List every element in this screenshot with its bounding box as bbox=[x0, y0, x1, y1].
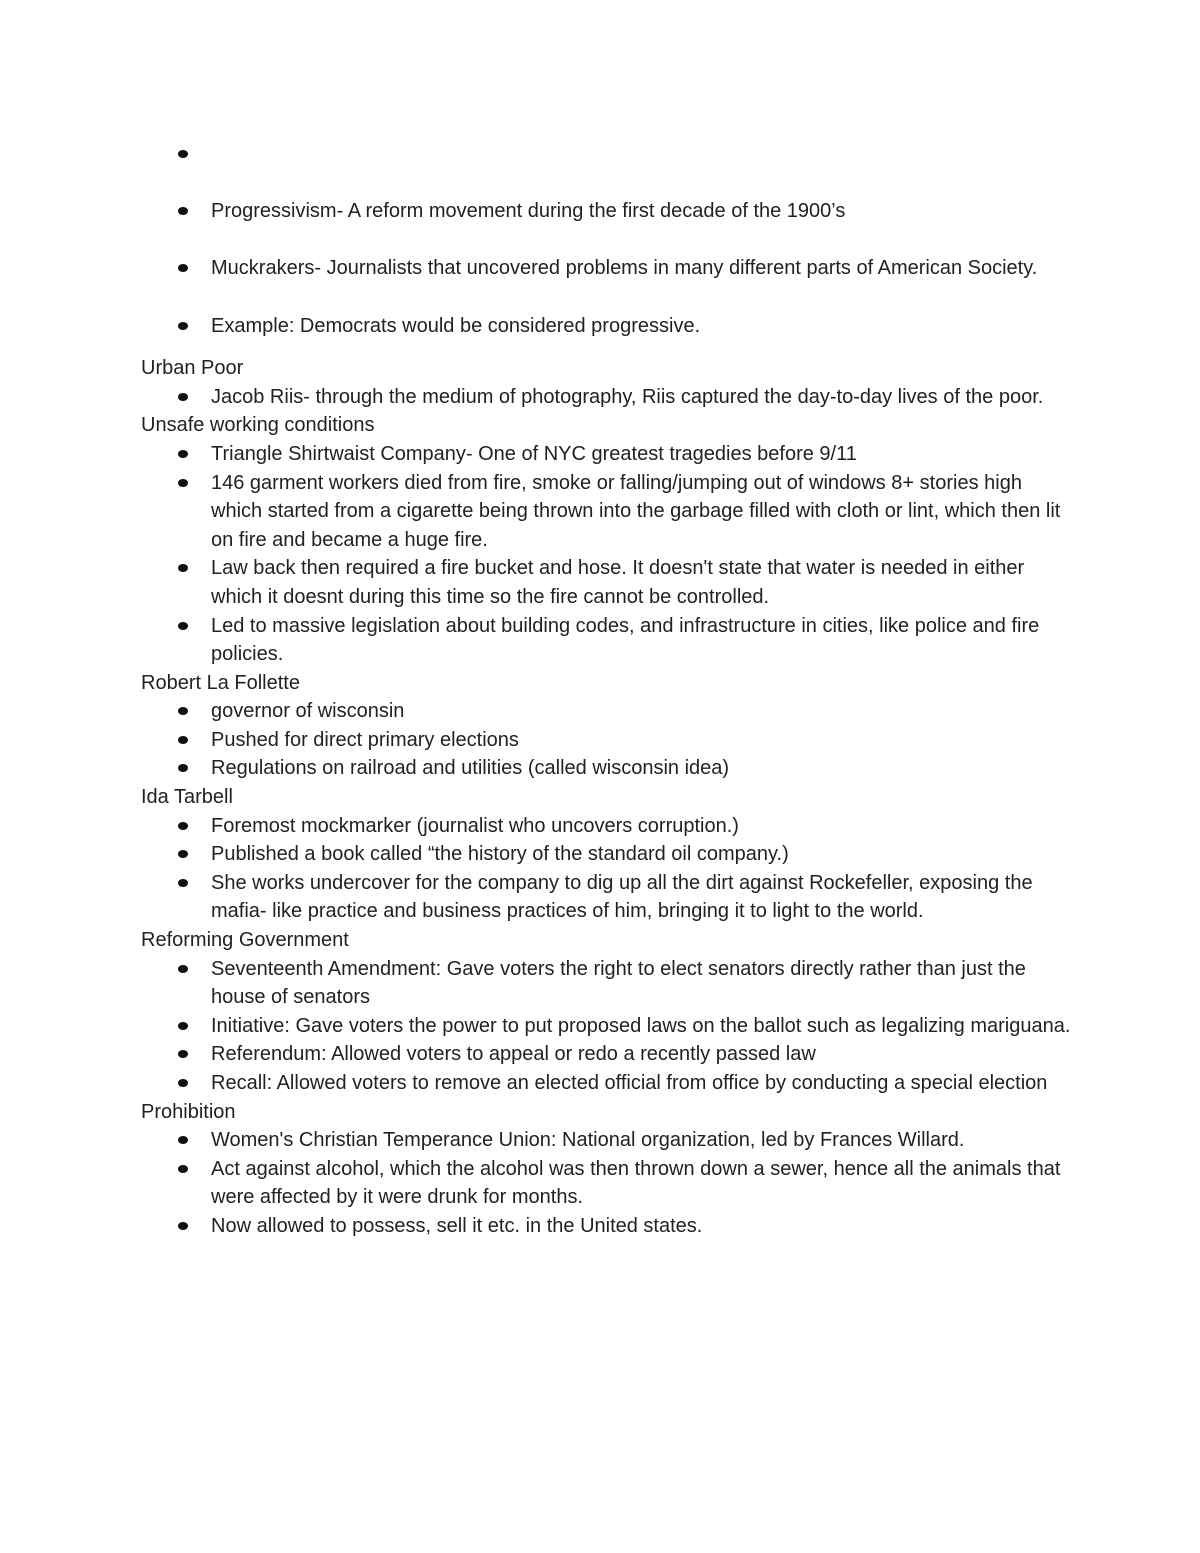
bullet-icon bbox=[178, 393, 188, 401]
section-heading: Unsafe working conditions bbox=[141, 414, 375, 437]
section-heading: Ida Tarbell bbox=[141, 786, 233, 809]
list-item: She works undercover for the company to dig up all the dirt against Rockefeller, exposing the mafia- like practice and business practices of him, bringing it to light to the world. bbox=[141, 869, 1071, 926]
list-item: Regulations on railroad and utilities (called wisconsin idea) bbox=[141, 754, 1071, 783]
section-list bbox=[141, 812, 1071, 926]
section-heading: Reforming Government bbox=[141, 929, 349, 952]
bullet-icon bbox=[178, 479, 188, 487]
list-item: Women's Christian Temperance Union: National organization, led by Frances Willard. bbox=[141, 1126, 1071, 1155]
section-prohibition bbox=[141, 1098, 1071, 1241]
list-item: Pushed for direct primary elections bbox=[141, 726, 1071, 755]
section-list bbox=[141, 955, 1071, 1098]
bullet-icon bbox=[178, 1222, 188, 1230]
bullet-icon bbox=[178, 264, 188, 272]
list-item: Law back then required a fire bucket and hose. It doesn't state that water is needed in either which it doesnt during this time so the fire cannot be controlled. bbox=[141, 554, 1071, 611]
bullet-icon bbox=[178, 707, 188, 715]
bullet-icon bbox=[178, 850, 188, 858]
list-item: Foremost mockmarker (journalist who uncovers corruption.) bbox=[141, 812, 1071, 841]
list-item: Jacob Riis- through the medium of photography, Riis captured the day-to-day lives of the poor. bbox=[141, 383, 1071, 412]
section-list bbox=[141, 1126, 1071, 1240]
list-item: Example: Democrats would be considered progressive. bbox=[141, 312, 1071, 341]
bullet-icon bbox=[178, 150, 188, 158]
bullet-icon bbox=[178, 1022, 188, 1030]
bullet-icon bbox=[178, 207, 188, 215]
bullet-icon bbox=[178, 879, 188, 887]
list-item: Initiative: Gave voters the power to put proposed laws on the ballot such as legalizing mariguana. bbox=[141, 1012, 1071, 1041]
document-body bbox=[141, 140, 1071, 1241]
intro-list bbox=[141, 140, 1071, 340]
section-robert-la-follette bbox=[141, 669, 1071, 783]
list-item: Seventeenth Amendment: Gave voters the right to elect senators directly rather than just the house of senators bbox=[141, 955, 1071, 1012]
list-item: Act against alcohol, which the alcohol was then thrown down a sewer, hence all the animals that were affected by it were drunk for months. bbox=[141, 1155, 1071, 1212]
list-item: Referendum: Allowed voters to appeal or redo a recently passed law bbox=[141, 1040, 1071, 1069]
bullet-icon bbox=[178, 736, 188, 744]
list-item: 146 garment workers died from fire, smoke or falling/jumping out of windows 8+ stories high which started from a cigarette being thrown into the garbage filled with cloth or lint, which then lit on fire and became a huge fire. bbox=[141, 469, 1071, 555]
bullet-icon bbox=[178, 1079, 188, 1087]
section-list bbox=[141, 697, 1071, 783]
bullet-icon bbox=[178, 822, 188, 830]
bullet-icon bbox=[178, 1136, 188, 1144]
list-item: Led to massive legislation about building codes, and infrastructure in cities, like police and fire policies. bbox=[141, 612, 1071, 669]
section-ida-tarbell bbox=[141, 783, 1071, 926]
bullet-icon bbox=[178, 450, 188, 458]
bullet-icon bbox=[178, 322, 188, 330]
bullet-icon bbox=[178, 965, 188, 973]
bullet-icon bbox=[178, 764, 188, 772]
list-item: Recall: Allowed voters to remove an elected official from office by conducting a special election bbox=[141, 1069, 1071, 1098]
list-item: Muckrakers- Journalists that uncovered problems in many different parts of American Society. bbox=[141, 254, 1071, 283]
section-heading: Urban Poor bbox=[141, 357, 244, 380]
section-urban-poor bbox=[141, 354, 1071, 411]
section-heading: Prohibition bbox=[141, 1100, 236, 1123]
section-list bbox=[141, 383, 1071, 412]
section-unsafe-working-conditions bbox=[141, 411, 1071, 668]
list-item: Now allowed to possess, sell it etc. in the United states. bbox=[141, 1212, 1071, 1241]
bullet-icon bbox=[178, 1050, 188, 1058]
bullet-icon bbox=[178, 622, 188, 630]
section-heading: Robert La Follette bbox=[141, 671, 300, 694]
list-item: Triangle Shirtwaist Company- One of NYC greatest tragedies before 9/11 bbox=[141, 440, 1071, 469]
bullet-icon bbox=[178, 1165, 188, 1173]
section-list bbox=[141, 440, 1071, 669]
list-item bbox=[141, 140, 1071, 169]
list-item: governor of wisconsin bbox=[141, 697, 1071, 726]
section-reforming-government bbox=[141, 926, 1071, 1098]
bullet-icon bbox=[178, 564, 188, 572]
list-item: Published a book called “the history of the standard oil company.) bbox=[141, 840, 1071, 869]
list-item: Progressivism- A reform movement during the first decade of the 1900’s bbox=[141, 197, 1071, 226]
